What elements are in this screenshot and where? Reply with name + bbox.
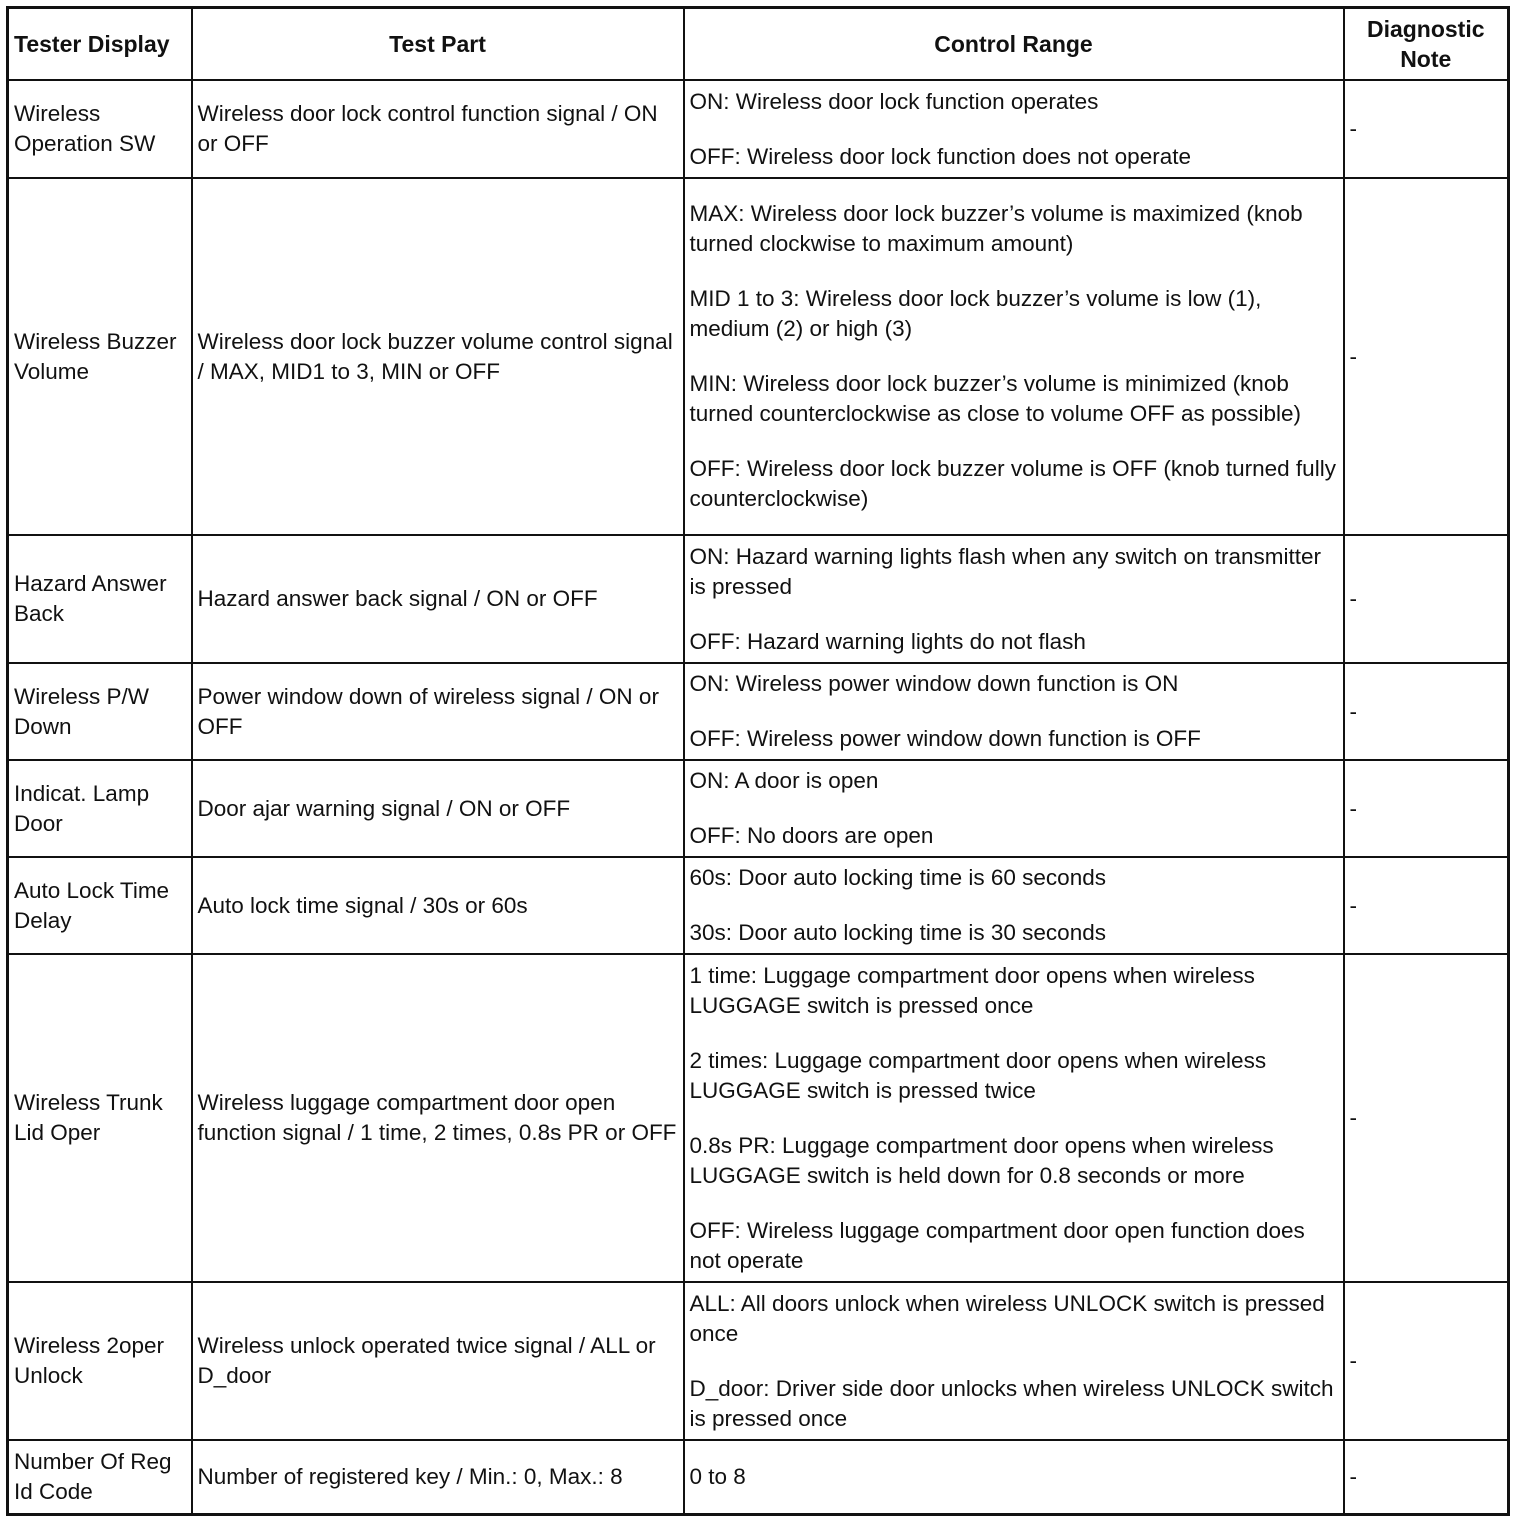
control-range-item: 1 time: Luggage compartment door opens when wireless LUGGAGE switch is pressed once	[689, 962, 1255, 1018]
diagnostic-table	[6, 6, 1510, 1516]
control-range-cell	[684, 760, 1344, 857]
control-range-cell	[684, 535, 1344, 663]
control-range-item: OFF: Wireless power window down function is OFF	[689, 726, 1201, 751]
table-row	[8, 1440, 1509, 1514]
test-part-cell: Number of registered key / Min.: 0, Max.: 8	[192, 1440, 684, 1514]
test-part-cell: Door ajar warning signal / ON or OFF	[192, 760, 684, 857]
control-range-item: ON: A door is open	[689, 768, 879, 793]
tester-display-cell: Auto Lock Time Delay	[8, 857, 192, 954]
test-part-cell: Wireless unlock operated twice signal / ALL or D_door	[192, 1282, 684, 1440]
control-range-item: OFF: Wireless luggage compartment door open function does not operate	[689, 1217, 1305, 1273]
control-range-cell	[684, 857, 1344, 954]
test-part-cell: Power window down of wireless signal / ON or OFF	[192, 663, 684, 760]
control-range-item: ALL: All doors unlock when wireless UNLOCK switch is pressed once	[689, 1290, 1325, 1346]
test-part-cell: Auto lock time signal / 30s or 60s	[192, 857, 684, 954]
table-row	[8, 954, 1509, 1282]
control-range-item: D_door: Driver side door unlocks when wireless UNLOCK switch is pressed once	[689, 1375, 1334, 1431]
tester-display-cell: Number Of Reg Id Code	[8, 1440, 192, 1514]
table-body	[8, 80, 1509, 1514]
test-part-cell: Wireless door lock control function signal / ON or OFF	[192, 80, 684, 178]
control-range-item: ON: Wireless power window down function is ON	[689, 671, 1179, 696]
control-range-item: 60s: Door auto locking time is 60 seconds	[689, 865, 1106, 890]
diagnostic-note-cell: -	[1344, 178, 1509, 535]
control-range-cell	[684, 80, 1344, 178]
control-range-item: 0 to 8	[689, 1463, 746, 1489]
diagnostic-note-cell: -	[1344, 535, 1509, 663]
control-range-item: MIN: Wireless door lock buzzer’s volume is minimized (knob turned counterclockwise as close to volume OFF as possible)	[689, 371, 1302, 426]
table-row	[8, 535, 1509, 663]
control-range-cell	[684, 178, 1344, 535]
header-test-part: Test Part	[192, 8, 684, 81]
tester-display-cell: Wireless Operation SW	[8, 80, 192, 178]
test-part-cell: Hazard answer back signal / ON or OFF	[192, 535, 684, 663]
test-part-cell: Wireless luggage compartment door open function signal / 1 time, 2 times, 0.8s PR or OFF	[192, 954, 684, 1282]
control-range-cell	[684, 663, 1344, 760]
tester-display-cell: Wireless 2oper Unlock	[8, 1282, 192, 1440]
control-range-cell	[684, 1282, 1344, 1440]
control-range-item: 2 times: Luggage compartment door opens when wireless LUGGAGE switch is pressed twice	[689, 1047, 1267, 1103]
control-range-cell	[684, 1440, 1344, 1514]
tester-display-cell: Wireless P/W Down	[8, 663, 192, 760]
table-row	[8, 178, 1509, 535]
diagnostic-note-cell: -	[1344, 663, 1509, 760]
diagnostic-note-cell: -	[1344, 760, 1509, 857]
tester-display-cell: Wireless Buzzer Volume	[8, 178, 192, 535]
control-range-cell	[684, 954, 1344, 1282]
header-row	[8, 8, 1509, 81]
table-row	[8, 857, 1509, 954]
table-row	[8, 80, 1509, 178]
control-range-item: OFF: Hazard warning lights do not flash	[689, 628, 1086, 654]
control-range-item: MAX: Wireless door lock buzzer’s volume is maximized (knob turned clockwise to maximum amount)	[689, 201, 1303, 256]
control-range-item: ON: Hazard warning lights flash when any switch on transmitter is pressed	[689, 543, 1322, 599]
control-range-item: OFF: No doors are open	[689, 823, 934, 848]
diagnostic-note-cell: -	[1344, 857, 1509, 954]
diagnostic-note-cell: -	[1344, 1440, 1509, 1514]
tester-display-cell: Indicat. Lamp Door	[8, 760, 192, 857]
tester-display-cell: Hazard Answer Back	[8, 535, 192, 663]
control-range-item: 0.8s PR: Luggage compartment door opens when wireless LUGGAGE switch is held down for 0.8 seconds or more	[689, 1132, 1274, 1188]
header-control-range: Control Range	[684, 8, 1344, 81]
table-row	[8, 760, 1509, 857]
test-part-cell: Wireless door lock buzzer volume control signal / MAX, MID1 to 3, MIN or OFF	[192, 178, 684, 535]
header-diagnostic-note: Diagnostic Note	[1344, 8, 1509, 81]
control-range-item: ON: Wireless door lock function operates	[689, 88, 1099, 114]
table-row	[8, 663, 1509, 760]
control-range-item: OFF: Wireless door lock function does not operate	[689, 143, 1191, 169]
tester-display-cell: Wireless Trunk Lid Oper	[8, 954, 192, 1282]
table-row	[8, 1282, 1509, 1440]
header-tester-display: Tester Display	[8, 8, 192, 81]
control-range-item: OFF: Wireless door lock buzzer volume is OFF (knob turned fully counterclockwise)	[689, 456, 1336, 511]
control-range-item: 30s: Door auto locking time is 30 seconds	[689, 920, 1106, 945]
diagnostic-note-cell: -	[1344, 954, 1509, 1282]
diagnostic-note-cell: -	[1344, 80, 1509, 178]
control-range-item: MID 1 to 3: Wireless door lock buzzer’s volume is low (1), medium (2) or high (3)	[689, 286, 1262, 341]
diagnostic-note-cell: -	[1344, 1282, 1509, 1440]
